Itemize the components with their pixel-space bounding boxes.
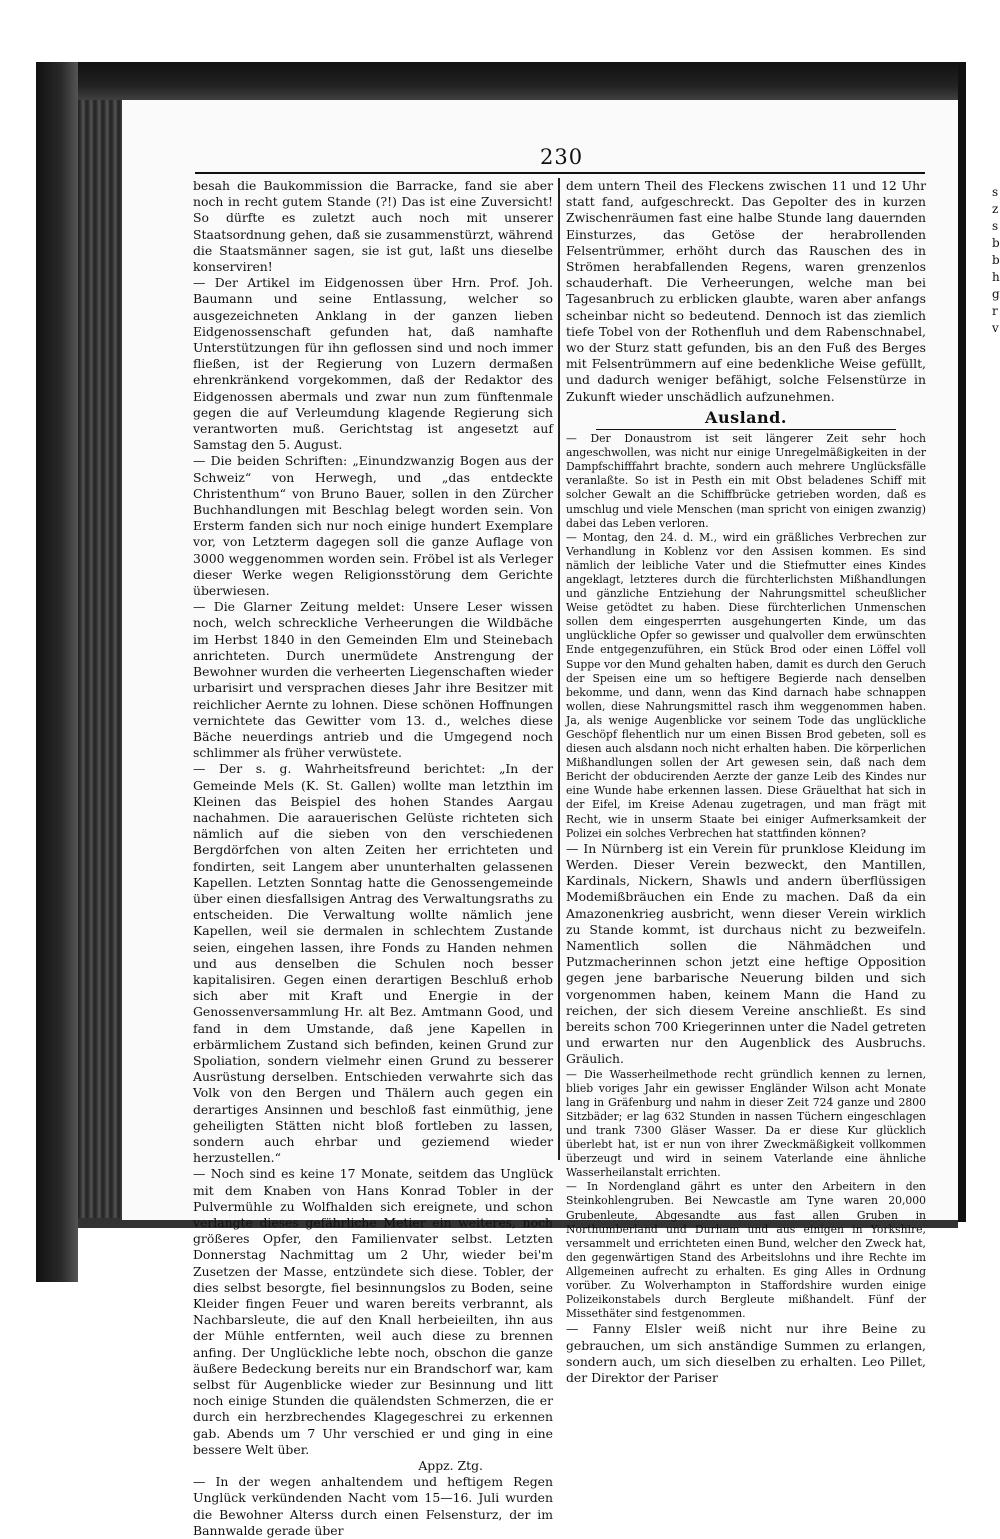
facing-page-fragment: b [992,236,1000,250]
right-column [566,178,926,1386]
facing-page-fragment: r [992,304,998,318]
article-paragraph: — Der Donaustrom ist seit längerer Zeit sehr hoch angeschwollen, was nicht nur einige Unregelmäßigkeiten in der Dampfschifffahrt brachte, sondern auch mehrere Unglücksfälle veranlaßte. So ist in Pesth ein mit Obst beladenes Schiff mit solcher Gewalt an die Schiffbrücke getrieben worden, daß es umschlug und viele Menschen (man spricht von einigen zwanzig) dabei das Leben verloren. [566,432,926,530]
section-heading: Ausland. [705,407,787,427]
article-paragraph: — In Nordengland gährt es unter den Arbeitern in den Steinkohlengruben. Bei Newcastle am Tyne waren 20,000 Grubenleute, Abgesandte aus fast allen Gruben in Northumberland und Durham und aus einigen in Yorkshire, versammelt und errichteten einen Bund, welcher den Zweck hat, den gegenwärtigen Stand des Arbeitslohns und ihre Rechte im Allgemeinen aufrecht zu erhalten. Es ging Alles in Ordnung vorüber. Zu Wolverhampton in Staffordshire wurden einige Polizeikonstabels durch Bergleute mißhandelt. Fünf der Missethäter sind festgenommen. [566,1180,926,1321]
facing-page-fragment: s [992,219,999,233]
source-credit: Appz. Ztg. [418,1458,483,1474]
article-paragraph: — Der Artikel im Eidgenossen über Hrn. Prof. Joh. Baumann und seine Entlassung, welcher so ausgezeichneten Anklang in der ganzen lieben Eidgenossenschaft gefunden hat, daß namhafte Unterstützungen für ihn geflossen sind und noch immer fließen, ist der Regierung von Luzern dermaßen ehrenkränkend vorgekommen, daß der Redaktor des Eidgenossen abermals und zwar nun zum fünftenmale gegen die auf Verleumdung klagende Regierung sich verantworten muß. Gerichtstag ist angesetzt auf Samstag den 5. August. [193,275,553,453]
article-paragraph: dem untern Theil des Fleckens zwischen 11 und 12 Uhr statt fand, aufgeschreckt. Das Gepolter des in kurzen Zwischenräumen fast eine halbe Stunde lang dauernden Einsturzes, das Getöse der herabrollenden Felsentrümmer, erhöht durch das Rauschen des in Strömen herabfallenden Regens, waren grenzenlos schauderhaft. Die Verheerungen, welche man bei Tagesanbruch zu erblicken glaubte, waren aber anfangs scheinbar nicht so bedeutend. Dennoch ist das ziemlich tiefe Tobel von der Rothenfluh und dem Rabenschnabel, wo der Sturz statt gefunden, bis an den Fuß des Berges mit Felsentrümmern auf eine bedenkliche Weise gefüllt, und dadurch weniger befähigt, solche Felsenstürze in Zukunft wieder unschädlich aufzunehmen. [566,178,926,404]
article-paragraph: — Montag, den 24. d. M., wird ein gräßliches Verbrechen zur Verhandlung in Koblenz vor den Assisen kommen. Es sind nämlich der leibliche Vater und die Stiefmutter eines Kindes angeklagt, letzteres durch die fürchterlichsten Mißhandlungen und gänzliche Entziehung der Nahrungsmittel scheußlicher Weise getödtet zu haben. Diese fürchterlichen Unmenschen sollen dem eingesperrten ausgehungerten Kinde, um das unglückliche Opfer so gewisser und qualvoller dem erwünschten Ende entgegenzuführen, ein Stück Brod oder einen Löffel voll Suppe vor den Mund gehalten haben, damit es durch den Geruch der Speisen eine um so heftigere Begierde nach denselben bekomme, und dann, wenn das Kind darnach habe schnappen wollen, diese Nahrungsmittel rasch ihm weggenommen haben. Ja, als wenige Augenblicke vor seinem Tode das unglückliche Geschöpf flehentlich nur um einen Bissen Brod gebeten, soll es diesen auch alsdann noch nicht erhalten haben. Die körperlichen Mißhandlungen sollen der Art gewesen sein, daß nach dem Bericht der obducirenden Aerzte der ganze Leib des Kindes nur eine Wunde habe erkennen lassen. Diese Gräuelthat hat sich in der Eifel, im Kreise Adenau zugetragen, und man frägt mit Recht, wie in unserm Staate bei einiger Aufmerksamkeit der Polizei ein solches Verbrechen hat stattfinden können? [566,530,926,840]
facing-page-fragment: z [992,202,999,216]
facing-page-fragment: s [992,185,999,199]
article-paragraph: — Die Glarner Zeitung meldet: Unsere Leser wissen noch, welch schreckliche Verheerungen die Wildbäche im Herbst 1840 in den Gemeinden Elm und Steinebach anrichteten. Durch unermüdete Anstrengung der Bewohner wurden die verheerten Liegenschaften wieder urbarisirt und versprachen dieses Jahr ihre Besitzer mit reichlicher Aernte zu lohnen. Diese schönen Hoffnungen vernichtete das Gewitter vom 13. d., welches diese Bäche neuerdings antrieb und die Umgegend noch schlimmer als früher verwüstete. [193,599,553,761]
article-paragraph: besah die Baukommission die Barracke, fand sie aber noch in recht gutem Stande (?!) Das ist eine Zuversicht! So dürfte es zuletzt auch noch mit unserer Staatsordnung gehen, daß sie zusammenstürzt, während die Staatsmänner sagen, sie ist gut, laßt uns dieselbe konserviren! [193,178,553,275]
article-paragraph: — Der s. g. Wahrheitsfreund berichtet: „In der Gemeinde Mels (K. St. Gallen) wollte man letzthin im Kleinen das Beispiel des hohen Standes Aargau nachahmen. Die aarauerischen Gelüste richteten sich nämlich auf die sieben von den verschiedenen Bergdörfchen von alten Zeiten her errichteten und fondirten, seit Langem aber ununterhalten gelassenen Kapellen. Letzten Sonntag hatte die Genossengemeinde über einen diesfallsigen Antrag des Verwaltungsraths zu entscheiden. Die Verwaltung wollte nämlich jene Kapellen, weil sie dermalen in schlechtem Zustande seien, eingehen lassen, ihre Fonds zu Handen nehmen und aus denselben die Schulen noch besser kapitalisiren. Gegen einen derartigen Beschluß erhob sich aber mit Kraft und Energie in der Genossenversammlung Hr. alt Bez. Amtmann Good, und fand in dem Umstande, daß jene Kapellen in erbärmlichem Zustand sich befinden, keinen Grund zur Spoliation, sondern vielmehr einen Grund zu besserer Ausrüstung derselben. Entschieden verwahrte sich das Volk von den Bergen und Thälern auch gegen ein derartiges Ansinnen und beschloß fast einmüthig, jene geheiligten Stätten nicht bloß fortleben zu lassen, sondern auch ehrbar und geziemend wieder herzustellen.“ [193,761,553,1166]
left-column [193,178,553,1539]
facing-page-fragment: g [992,287,1000,301]
facing-page-fragment: h [992,270,1000,284]
facing-page-fragment: v [992,321,999,335]
facing-page-fragment: b [992,253,1000,267]
article-paragraph: — Noch sind es keine 17 Monate, seitdem das Unglück mit dem Knaben von Hans Konrad Tobler in der Pulvermühle zu Wolfhalden sich ereignete, und schon verlangte dieses gefährliche Metier ein weiteres, noch größeres Opfer, den Familienvater selbst. Letzten Donnerstag Nachmittag um 2 Uhr, wieder bei'm Zusetzen der Masse, entzündete sich diese. Tobler, der dies selbst besorgte, fiel besinnungslos zu Boden, seine Kleider fingen Feuer und waren bereits verbrannt, als Nachbarsleute, die auf den Knall herbeieilten, ihn aus der Mühle entfernten, weil auch diese zu brennen anfing. Der Unglückliche lebte noch, obschon die ganze äußere Bedeckung bereits nur ein Brandschorf war, kam selbst für Augenblicke wieder zur Besinnung und litt noch einige Stunden die quälendsten Schmerzen, die er durch ein herzbrechendes Klagegeschrei zu erkennen gab. Abends um 7 Uhr verschied er und ging in eine bessere Welt über. [193,1166,553,1457]
article-paragraph: — Die beiden Schriften: „Einundzwanzig Bogen aus der Schweiz“ von Herwegh, und „das entdeckte Christenthum“ von Bruno Bauer, sollen in den Zürcher Buchhandlungen mit Beschlag belegt worden sein. Von Ersterm fanden sich nur noch einige hundert Exemplare vor, von Letzterm dagegen soll die ganze Auflage von 3000 weggenommen worden sein. Fröbel ist als Verleger dieser Werke wegen Religionsstörung dem Gerichte überwiesen. [193,453,553,599]
column-divider [558,178,560,1160]
header-rule [195,172,925,174]
book-binding [78,100,122,1220]
article-paragraph: — Die Wasserheilmethode recht gründlich kennen zu lernen, blieb voriges Jahr ein gewisser Engländer Wilson acht Monate lang in Gräfenburg und nahm in dieser Zeit 724 ganze und 2800 Sitzbäder; er lag 632 Stunden in nassen Tüchern eingeschlagen und trank 7300 Gläser Wasser. Da er diese Kur glücklich überlebt hat, ist er nun von ihrer Zweckmäßigkeit vollkommen überzeugt und wird in seinem Vaterlande eine ähnliche Wasserheilanstalt errichten. [566,1067,926,1180]
page-number: 230 [540,145,584,169]
scan-border-left [36,62,78,1282]
facing-page-rule [958,62,966,1222]
article-paragraph: — In Nürnberg ist ein Verein für prunklose Kleidung im Werden. Dieser Verein bezweckt, den Mantillen, Kardinals, Nickern, Shawls und andern überflüssigen Modemißbräuchen ein Ende zu machen. Daß da ein Amazonenkrieg ausbricht, wenn dieser Verein wirklich zu Stande kommt, ist durchaus nicht zu bezweifeln. Namentlich sollen die Nähmädchen und Putzmacherinnen schon jetzt eine heftige Opposition gegen jene barbarische Neuerung bilden und sich vorgenommen haben, keinem Mann die Hand zu reichen, der sich diesem Vereine anschließt. Es sind bereits schon 700 Kriegerinnen unter die Nadel getreten und erwarten nur den Augenblick des Ausbruchs. Gräulich. [566,840,926,1067]
article-paragraph: — Fanny Elsler weiß nicht nur ihre Beine zu gebrauchen, um sich anständige Summen zu erlangen, sondern auch, um sich dieselben zu erhalten. Leo Pillet, der Direktor der Pariser [566,1321,926,1385]
article-paragraph: — In der wegen anhaltendem und heftigem Regen Unglück verkündenden Nacht vom 15—16. Juli wurden die Bewohner Alterss durch einen Felsensturz, der im Bannwalde gerade über [193,1474,553,1538]
heading-rule [596,429,896,430]
scan-border-top [36,62,1000,102]
